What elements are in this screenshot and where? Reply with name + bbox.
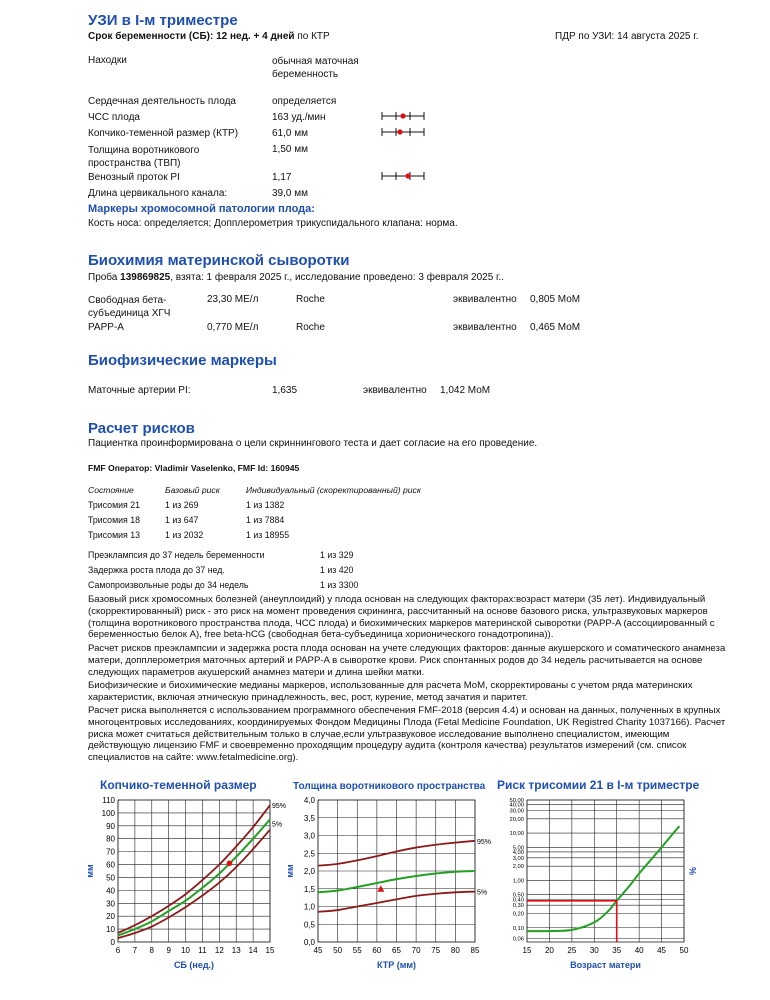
y-tick-label: 40 [106,886,115,896]
biochem-title: Биохимия материнской сыворотки [88,252,350,269]
explanation-paragraph: Биофизические и биохимические медианы маркеров, использованные для расчета МоМ, скорректированы с учетом ряда материнских характеристик, включая этническую принадлежность, вес, рост, курение, метод зачатия и паритет. [88,680,693,703]
charts-area [0,770,770,975]
risk-row-name: Трисомия 21 [88,500,141,510]
x-axis-title: КТР (мм) [376,960,417,970]
y-axis-title: % [688,866,698,876]
biophys-value: 1,635 [272,385,298,396]
y-axis-title: мм [85,864,95,878]
chart-2 [285,781,491,970]
operator: FMF Оператор: Vladimir Vaselenko, FMF Id: 160945 [88,463,300,473]
biochem-value: 0,770 МЕ/л [207,322,259,333]
dv-range-indicator [382,172,424,180]
x-tick-label: 70 [411,946,421,955]
risk-row-individual: 1 из 7884 [246,515,285,525]
finding-label: Длина цервикального канала: [88,188,228,199]
x-tick-label: 35 [612,946,622,955]
y-tick-label: 70 [106,847,115,857]
y-tick-label: 4,00 [512,849,524,856]
y-tick-label: 0,5 [303,920,315,930]
x-tick-label: 6 [115,946,121,955]
x-tick-label: 80 [450,946,460,955]
x-tick-label: 9 [166,946,171,955]
x-tick-label: 55 [352,946,362,955]
risk-row-individual: 1 из 1382 [246,500,285,510]
explanation-paragraph: Базовый риск хромосомных болезней (анеуплоидий) у плода основан на следующих факторах:возраст матери (35 лет). Индивидуальный (скорректированный) риск - это риск на момент проведения скрининга, рассчитанный на основе базового риска, ультразвуковых маркеров (толщина воротникового пространства плода, ЧСС плода) и биохимических маркеров материнской сыворотки (PAPP-A (ассоциированный с беременностью белок А), free beta-hCG (свободная бета-субъединица хорионического гонадотропина)). [88,594,715,641]
chart-1 [85,778,286,970]
y-tick-label: 5,00 [512,845,524,852]
sample-info: Проба 139869825, взята: 1 февраля 2025 г., исследование проведено: 3 февраля 2025 г.. [88,272,505,283]
x-tick-label: 75 [431,946,441,955]
risk-row-name: Трисомия 18 [88,515,141,525]
finding-label: Толщина воротникового пространства (ТВП) [88,145,200,169]
other-risk-value: 1 из 3300 [320,580,359,590]
biochem-eq: эквивалентно [453,322,517,333]
x-axis-title: Возраст матери [570,960,641,970]
y-tick-label: 0,30 [512,903,524,910]
finding-value: определяется [272,96,337,107]
x-tick-label: 14 [248,946,258,955]
y-tick-label: 50 [106,873,115,883]
percentile-label-95: 95% [272,803,287,811]
finding-value: 1,50 мм [272,144,308,155]
y-tick-label: 20,00 [509,816,524,823]
plot-frame [527,800,684,942]
risk-header-condition: Состояние [88,485,134,495]
x-tick-label: 15 [522,946,532,955]
x-tick-label: 15 [265,946,275,955]
hr-range-indicator [382,112,424,120]
biochem-name: PAPP-A [88,322,124,333]
other-risk-name: Задержка роста плода до 37 нед. [88,565,225,575]
x-tick-label: 50 [333,946,343,955]
y-tick-label: 50,00 [509,798,524,804]
patient-data-point [227,860,233,866]
other-risk-value: 1 из 329 [320,550,354,560]
finding-value: 163 уд./мин [272,112,326,123]
biophys-mom: 1,042 МоМ [440,385,491,396]
y-tick-label: 2,0 [303,867,315,876]
y-axis-title: мм [285,864,295,878]
y-tick-label: 80 [106,834,115,844]
y-tick-label: 60 [106,860,115,870]
biochem-maker: Roche [296,322,325,333]
x-tick-label: 13 [231,946,241,955]
percentile-label-95: 95% [477,838,492,846]
risk-title: Расчет рисков [88,420,195,437]
risk-row-individual: 1 из 18955 [246,530,290,540]
x-tick-label: 10 [181,946,191,955]
y-tick-label: 10,00 [509,831,524,838]
x-tick-label: 40 [634,946,644,955]
series-line-95% [118,805,270,933]
chart-3 [497,778,700,970]
other-risk-name: Преэклампсия до 37 недель беременности [88,550,265,560]
x-tick-label: 85 [470,946,480,955]
y-tick-label: 20 [106,912,115,922]
markers-text: Кость носа: определяется; Допплерометрия трикуспидального клапана: норма. [88,218,458,229]
chart-title: Толщина воротникового пространства [293,781,486,792]
percentile-label-5: 5% [272,821,283,829]
y-tick-label: 4,0 [303,796,315,805]
y-tick-label: 2,00 [512,864,524,871]
biochem-maker: Roche [296,294,325,305]
x-tick-label: 20 [544,946,554,955]
x-tick-label: 25 [567,946,577,955]
y-tick-label: 90 [106,821,115,831]
biochem-name: Свободная бета-субъединица ХГЧ [88,295,171,319]
chart-title: Копчико-теменной размер [100,778,257,792]
risk-row-base: 1 из 2032 [165,530,204,540]
biochem-mom: 0,805 МоМ [530,294,581,305]
x-tick-label: 8 [149,946,155,955]
page-title: УЗИ в I-м триместре [88,12,238,29]
finding-label: Венозный проток PI [88,172,180,183]
biophys-title: Биофизические маркеры [88,352,277,369]
series-line-risk [527,826,680,931]
crl-range-indicator [382,128,424,136]
y-tick-label: 3,0 [303,831,315,841]
finding-label: Сердечная деятельность плода [88,96,236,107]
y-tick-label: 0,0 [303,938,315,947]
y-tick-label: 0 [110,938,115,947]
finding-value: обычная маточная беременность [272,56,359,80]
x-tick-label: 65 [392,946,401,955]
finding-label: Копчико-теменной размер (КТР) [88,128,239,139]
finding-value: 1,17 [272,172,292,183]
edd: ПДР по УЗИ: 14 августа 2025 г. [555,31,699,42]
x-tick-label: 30 [589,946,599,955]
y-tick-label: 30,00 [509,808,524,815]
markers-title: Маркеры хромосомной патологии плода: [88,203,315,215]
x-tick-label: 7 [132,946,138,955]
gestational-age: Срок беременности (СБ): 12 нед. + 4 дней по КТР [88,31,330,42]
finding-value: 39,0 мм [272,188,308,199]
y-tick-label: 0,40 [512,897,524,904]
y-tick-label: 3,5 [303,813,315,823]
biochem-eq: эквивалентно [453,294,517,305]
x-tick-label: 45 [657,946,667,955]
range-indicators [380,110,430,185]
biochem-value: 23,30 МЕ/л [207,294,259,305]
chart-title: Риск трисомии 21 в I-м триместре [497,778,700,792]
biophys-eq: эквивалентно [363,385,427,396]
y-tick-label: 1,00 [512,878,524,885]
finding-value: 61,0 мм [272,128,308,139]
y-tick-label: 10 [106,925,115,935]
y-tick-label: 40,00 [509,802,524,809]
x-axis-title: СБ (нед.) [173,960,215,970]
y-tick-label: 100 [101,808,115,818]
x-tick-label: 12 [214,946,224,955]
consent-text: Пациентка проинформирована о цели скриннингового теста и дает согласие на его проведение. [88,438,538,449]
plot-frame [118,800,270,942]
other-risk-value: 1 из 420 [320,565,354,575]
finding-label: ЧСС плода [88,112,140,123]
x-tick-label: 45 [313,946,323,955]
y-tick-label: 0,10 [512,925,524,932]
biochem-mom: 0,465 МоМ [530,322,581,333]
explanation-paragraph: Расчет риска выполняется с использованием программного обеспечения FMF-2018 (версия 4.4) и основан на данных, полученных в крупных многоцентровых исследованиях, координируемых Фондом Медицины Плода (Fetal Medicine Foundation, UK Registred Charity 1037166). Расчет риска может считаться действительным только в случае,если ультразвуковое исследование выполнено специалистом, имеющим действующую лицензию FMF и своевременно проходящим процедуру аудита (контроля качества) результатов измерений (см. список специалистов на сайте: www.fetalmedicine.org). [88,705,726,764]
y-tick-label: 110 [102,796,115,805]
percentile-label-5: 5% [477,889,488,897]
biophys-name: Маточные артерии PI: [88,385,191,396]
x-tick-label: 50 [679,946,689,955]
y-tick-label: 0,20 [512,911,524,918]
finding-label: Находки [88,55,127,66]
y-tick-label: 2,5 [303,849,315,859]
y-tick-label: 3,00 [512,855,524,862]
risk-header-individual: Индивидуальный (скоректированный) риск [246,485,421,495]
y-tick-label: 0,06 [512,936,524,943]
y-tick-label: 30 [106,899,115,909]
y-tick-label: 1,5 [303,884,315,894]
risk-row-base: 1 из 647 [165,515,199,525]
x-tick-label: 11 [198,946,207,955]
y-tick-label: 0,50 [512,892,524,899]
other-risk-name: Самопроизвольные роды до 34 недель [88,580,249,590]
y-tick-label: 1,0 [303,902,315,912]
risk-row-name: Трисомия 13 [88,530,141,540]
x-tick-label: 60 [372,946,382,955]
risk-row-base: 1 из 269 [165,500,199,510]
risk-header-base: Базовый риск [165,485,220,495]
explanation-paragraph: Расчет рисков преэклампсии и задержка роста плода основан на учете следующих факторов: данные акушерского и соматического анамнеза матери, допплерометрия маточных артерий и PAPP-A в сыворотке крови. Риск спонтанных родов до 34 недель расчитывается на основе следующих параметров акушерский анамнез матери и длина шейки матки. [88,643,726,678]
